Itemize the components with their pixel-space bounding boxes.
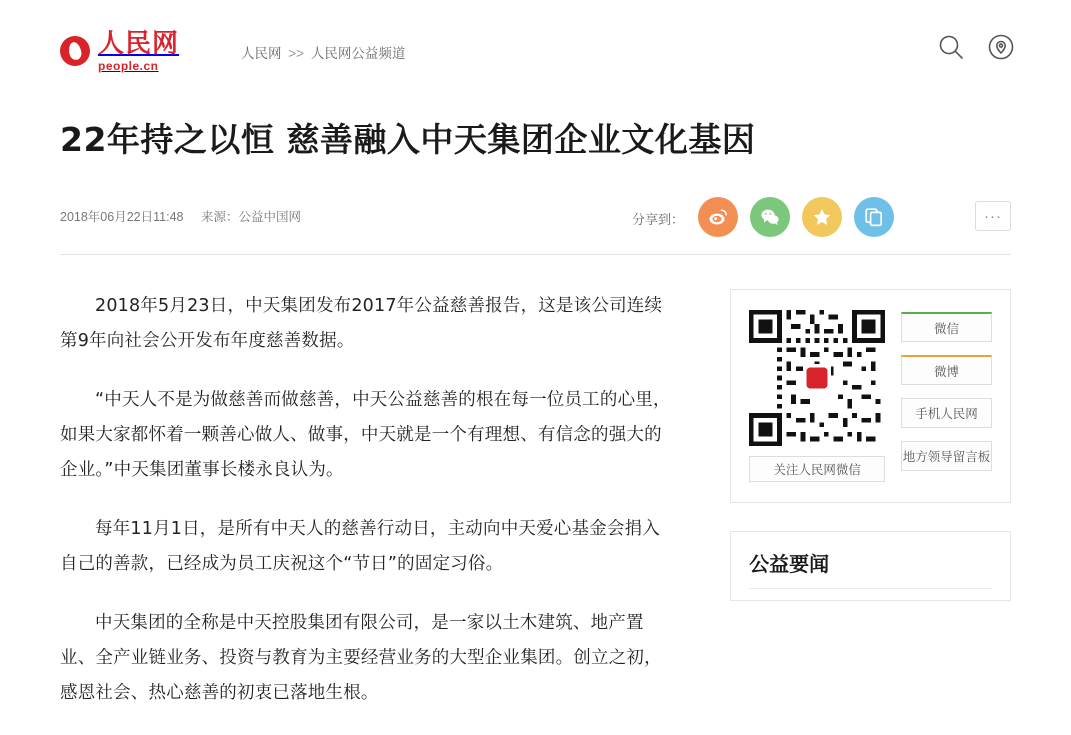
people-cn-logo-mark [60,36,90,66]
site-header [0,0,1071,98]
logo-english-name: people.cn [98,58,159,73]
site-logo[interactable] [60,28,180,73]
publish-date: 2018年06月22日11:48 [60,210,184,224]
article-paragraph: “中天人不是为做慈善而做慈善，中天公益慈善的根在每一位员工的心里，如果大家都怀着一颗善心做人、做事，中天就是一个有理想、有信念的强大的企业。”中天集团董事长楼永良认为。 [60,390,671,480]
sidebar-link-mobile-people[interactable]: 手机人民网 [901,398,992,428]
share-copy-link-icon[interactable] [854,197,894,237]
article-paragraph: 2018年5月23日，中天集团发布2017年公益慈善报告，这是该公司连续第9年向社会公开发布年度慈善数据。 [60,296,663,351]
qr-code-image [749,310,885,446]
article-body [60,255,674,735]
breadcrumb-item-root[interactable]: 人民网 [241,46,282,61]
article-meta-bar [60,189,1011,255]
article-source: 来源：公益中国网 [200,210,301,224]
location-pin-icon[interactable] [986,32,1016,62]
share-wechat-icon[interactable] [750,197,790,237]
article-paragraph: 中天集团的全称是中天控股集团有限公司，是一家以土木建筑、地产置业、全产业链业务、投资与教育为主要经营业务的大型企业集团。创立之初，感恩社会、热心慈善的初衷已落地生根。 [60,613,662,703]
breadcrumb [241,36,405,62]
page-title: 22年持之以恒 慈善融入中天集团企业文化基因 [60,120,756,159]
share-label: 分享到： [632,211,685,227]
qr-caption: 关注人民网微信 [749,456,885,482]
logo-chinese-name: 人民网 [98,28,180,59]
sidebar-link-list [901,310,992,482]
news-section-card [730,531,1011,601]
logo-text [98,28,180,73]
more-options-button[interactable]: ··· [975,201,1011,231]
breadcrumb-item-current[interactable]: 人民网公益频道 [310,46,406,61]
header-icon-group [936,32,1016,62]
qr-left-column [749,310,885,482]
page-content [60,255,1011,735]
sidebar-link-weibo[interactable]: 微博 [901,355,992,385]
share-qzone-icon[interactable] [802,197,842,237]
search-icon[interactable] [936,32,966,62]
sidebar [730,255,1011,735]
share-group [632,197,894,237]
sidebar-link-wechat[interactable]: 微信 [901,312,992,342]
sidebar-link-local-leader-board[interactable]: 地方领导留言板 [901,441,992,471]
article-paragraph: 每年11月1日，是所有中天人的慈善行动日，主动向中天爱心基金会捐入自己的善款，已经成为员工庆祝这个“节日”的固定习俗。 [60,519,660,574]
qr-follow-card [730,289,1011,503]
breadcrumb-separator: >> [288,46,305,61]
share-weibo-icon[interactable] [698,197,738,237]
news-section-title: 公益要闻 [749,548,992,589]
article-meta-left [60,189,301,225]
